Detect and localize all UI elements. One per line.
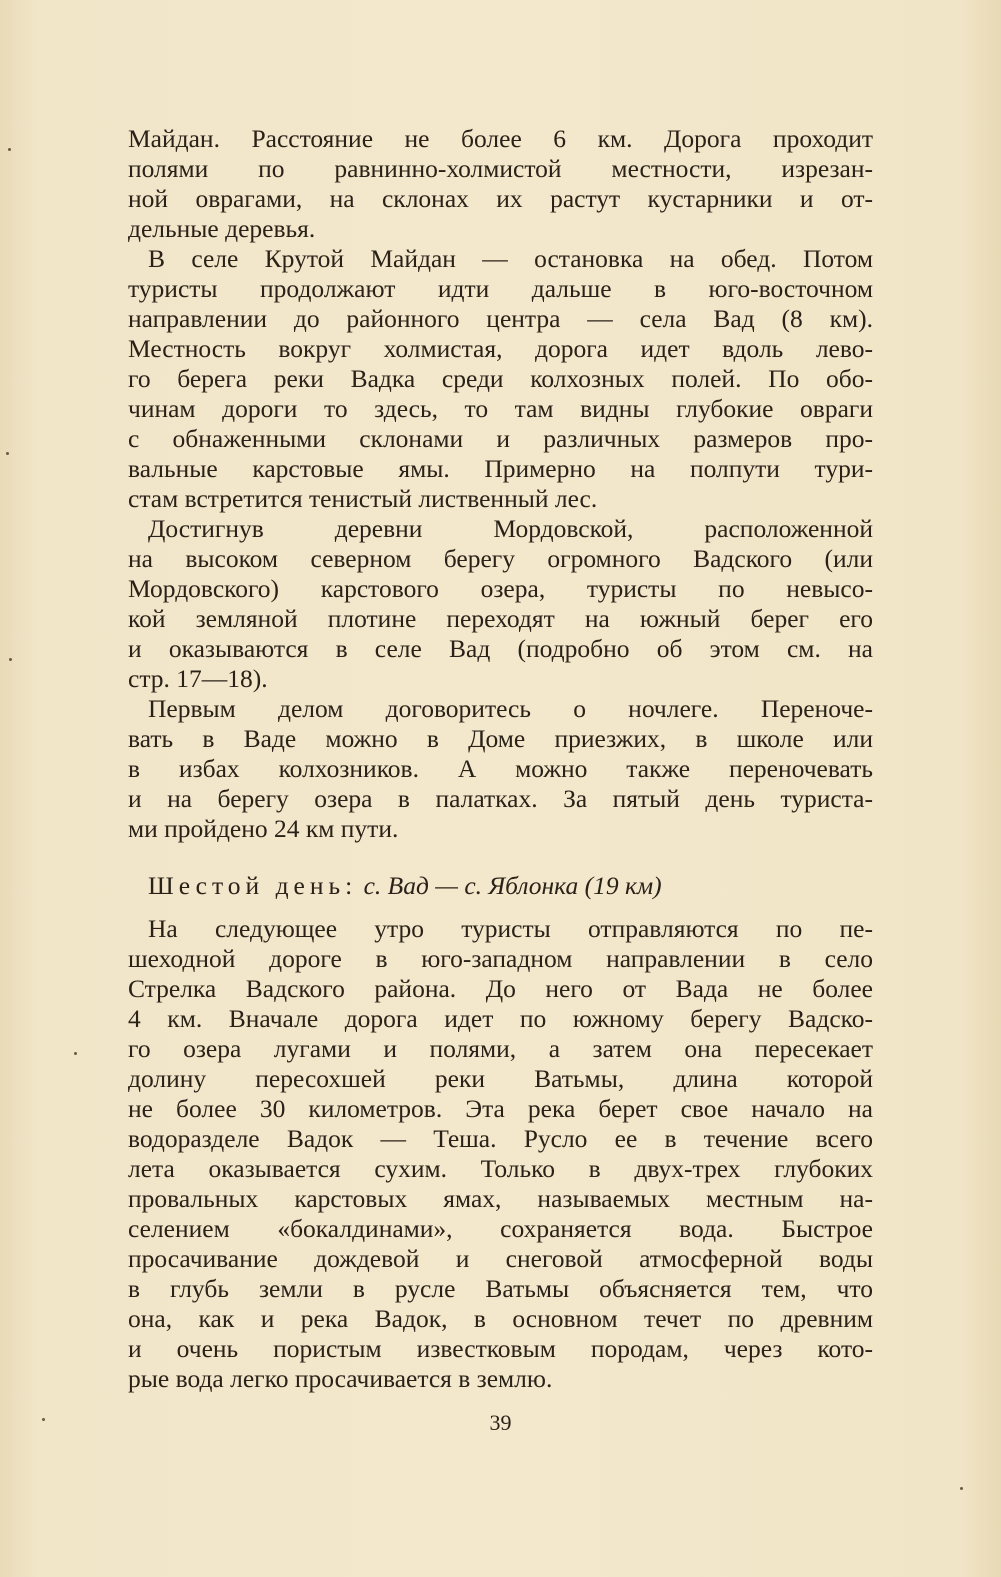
text-line: с обнаженными склонами и различных размеров про- [128, 424, 873, 453]
text-line: провальных карстовых ямах, называемых местным на- [128, 1184, 873, 1213]
text-line: стр. 17—18). [128, 664, 268, 693]
text-line: направлении до районного центра — села Вад (8 км). [128, 304, 873, 333]
text-line: долину пересохшей реки Ватьмы, длина которой [128, 1064, 873, 1093]
text-line: туристы продолжают идти дальше в юго-восточном [128, 274, 873, 303]
text-line: ми пройдено 24 км пути. [128, 814, 399, 843]
text-line: и оказываются в селе Вад (подробно об этом см. на [128, 634, 873, 663]
text-line: кой земляной плотине переходят на южный берег его [128, 604, 873, 633]
paper-speck [74, 1052, 77, 1055]
paper-speck [42, 1418, 45, 1421]
text-line: На следующее утро туристы отправляются по пе- [148, 914, 873, 943]
text-line: Мордовского) карстового озера, туристы по невысо- [128, 574, 873, 603]
text-line: просачивание дождевой и снеговой атмосферной воды [128, 1244, 873, 1273]
text-line: вальные карстовые ямы. Примерно на полпути тури- [128, 454, 873, 483]
text-line: Первым делом договоритесь о ночлеге. Переноче- [148, 694, 873, 723]
text-line: Стрелка Вадского района. До него от Вада не более [128, 974, 873, 1003]
text-line: она, как и река Вадок, в основном течет по древним [128, 1304, 873, 1333]
text-line: полями по равнинно-холмистой местности, изрезан- [128, 154, 873, 183]
paper-speck [8, 148, 11, 151]
paper-speck [6, 452, 9, 455]
text-line: Местность вокруг холмистая, дорога идет вдоль лево- [128, 334, 873, 363]
text-line: Достигнув деревни Мордовской, расположенной [148, 514, 873, 543]
text-line: селением «бокалдинами», сохраняется вода. Быстрое [128, 1214, 873, 1243]
section-heading-day: Шестой день: [148, 871, 358, 900]
section-heading-route: с. Вад — с. Яблонка (19 км) [363, 871, 662, 900]
text-line: и на берегу озера в палатках. За пятый день туриста- [128, 784, 873, 813]
text-line: стам встретится тенистый лиственный лес. [128, 484, 598, 513]
paper-speck [9, 658, 12, 661]
text-line: В селе Крутой Майдан — остановка на обед. Потом [148, 244, 873, 273]
text-line: водоразделе Вадок — Теша. Русло ее в течение всего [128, 1124, 873, 1153]
section-heading [148, 870, 873, 902]
text-line: чинам дороги то здесь, то там видны глубокие овраги [128, 394, 873, 423]
text-line: 4 км. Вначале дорога идет по южному берегу Вадско- [128, 1004, 873, 1033]
text-line: ной оврагами, на склонах их растут кустарники и от- [128, 184, 873, 213]
text-line: го озера лугами и полями, а затем она пересекает [128, 1034, 873, 1063]
text-line: в глубь земли в русле Ватьмы объясняется тем, что [128, 1274, 873, 1303]
text-line: на высоком северном берегу огромного Вадского (или [128, 544, 873, 573]
text-line: шеходной дороге в юго-западном направлении в село [128, 944, 873, 973]
text-line: не более 30 километров. Эта река берет свое начало на [128, 1094, 873, 1123]
text-line: рые вода легко просачивается в землю. [128, 1364, 553, 1393]
text-line: и очень пористым известковым породам, через кото- [128, 1334, 873, 1363]
text-line: Майдан. Расстояние не более 6 км. Дорога проходит [128, 124, 873, 153]
page-number: 39 [489, 1410, 512, 1435]
text-line: лета оказывается сухим. Только в двух-трех глубоких [128, 1154, 873, 1183]
text-line: в избах колхозников. А можно также переночевать [128, 754, 873, 783]
text-line: дельные деревья. [128, 214, 316, 243]
paper-speck [960, 1487, 963, 1490]
text-line: го берега реки Вадка среди колхозных полей. По обо- [128, 364, 873, 393]
text-line: вать в Ваде можно в Доме приезжих, в школе или [128, 724, 873, 753]
